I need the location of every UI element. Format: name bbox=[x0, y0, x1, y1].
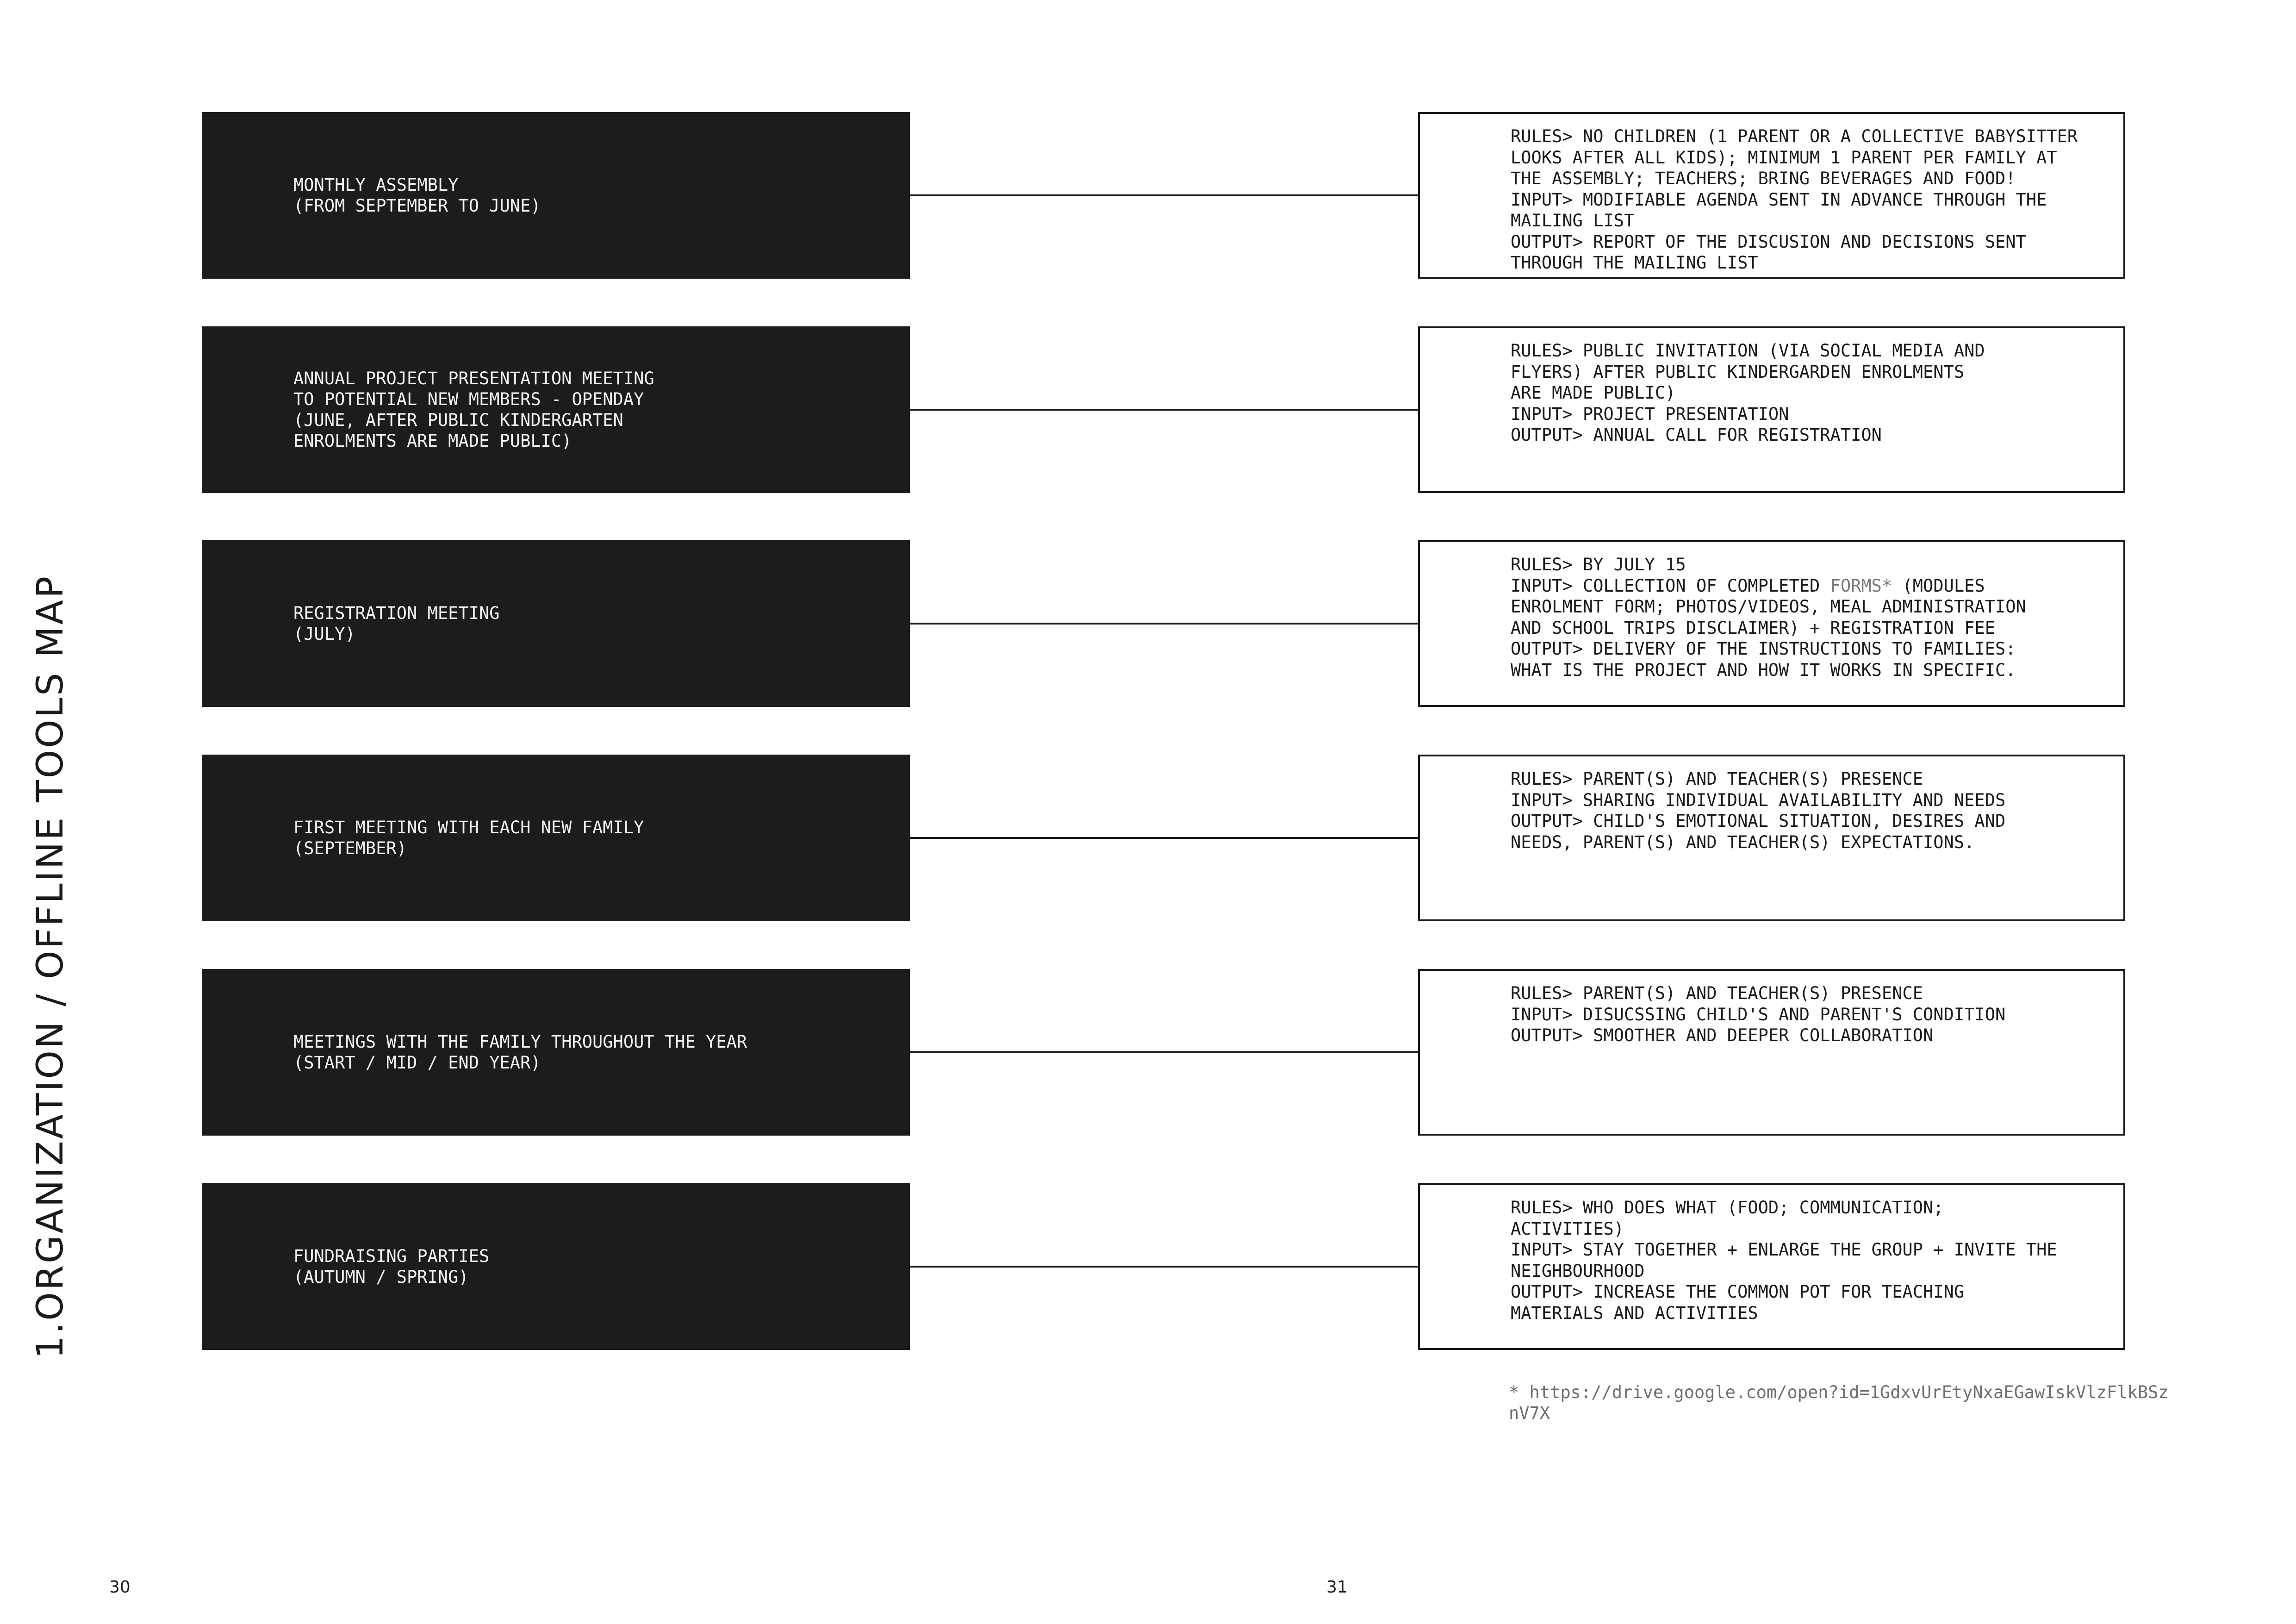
section-title: 1.ORGANIZATION / OFFLINE TOOLS MAP bbox=[30, 574, 71, 1359]
map-row-first-meeting bbox=[0, 755, 2296, 921]
details-text-part: RULES> BY JULY 15 INPUT> COLLECTION OF COMPLETED bbox=[1511, 555, 1820, 596]
page-number-left: 30 bbox=[109, 1578, 131, 1597]
details-box bbox=[1418, 755, 2125, 921]
details-box bbox=[1418, 326, 2125, 493]
details-text-part: (MODULES ENROLMENT FORM; PHOTOS/VIDEOS, MEAL ADMINISTRATION AND SCHOOL TRIPS DISCLAIMER) + REGISTRATION FEE OUTPUT> DELIVERY OF THE INSTRUCTIONS TO FAMILIES: WHAT IS THE PROJECT AND HOW IT WORKS IN SPECIFIC. bbox=[1511, 575, 2026, 680]
event-box bbox=[202, 112, 910, 279]
details-box bbox=[1418, 540, 2125, 707]
event-box bbox=[202, 755, 910, 921]
connector-line bbox=[910, 194, 1418, 196]
event-box bbox=[202, 540, 910, 707]
connector-line bbox=[910, 1051, 1418, 1053]
details-box bbox=[1418, 112, 2125, 279]
event-label: ANNUAL PROJECT PRESENTATION MEETING TO POTENTIAL NEW MEMBERS - OPENDAY (JUNE, AFTER PUBLIC KINDERGARTEN ENROLMENTS ARE MADE PUBLIC) bbox=[293, 369, 654, 451]
details-text: RULES> PUBLIC INVITATION (VIA SOCIAL MEDIA AND FLYERS) AFTER PUBLIC KINDERGARDEN ENROLMENTS ARE MADE PUBLIC) INPUT> PROJECT PRESENTATION OUTPUT> ANNUAL CALL FOR REGISTRATION bbox=[1511, 341, 1985, 445]
connector-line bbox=[910, 623, 1418, 625]
page-number-right: 31 bbox=[1326, 1578, 1348, 1597]
details-text: RULES> NO CHILDREN (1 PARENT OR A COLLECTIVE BABYSITTER LOOKS AFTER ALL KIDS); MINIMUM 1 PARENT PER FAMILY AT THE ASSEMBLY; TEACHERS; BRING BEVERAGES AND FOOD! INPUT> MODIFIABLE AGENDA SENT IN ADVANCE THROUGH THE MAILING LIST OUTPUT> REPORT OF THE DISCUSION AND DECISIONS SENT THROUGH THE MAILING LIST bbox=[1511, 126, 2078, 273]
forms-footnote-link[interactable]: FORMS* bbox=[1830, 575, 1892, 596]
map-row-fundraising bbox=[0, 1183, 2296, 1350]
connector-line bbox=[910, 1266, 1418, 1268]
details-text: RULES> WHO DOES WHAT (FOOD; COMMUNICATION; ACTIVITIES) INPUT> STAY TOGETHER + ENLARGE THE GROUP + INVITE THE NEIGHBOURHOOD OUTPUT> INCREASE THE COMMON POT FOR TEACHING MATERIALS AND ACTIVITIES bbox=[1511, 1198, 2057, 1323]
event-label: FUNDRAISING PARTIES (AUTUMN / SPRING) bbox=[293, 1246, 490, 1287]
details-text: RULES> PARENT(S) AND TEACHER(S) PRESENCE INPUT> DISUCSSING CHILD'S AND PARENT'S CONDITION OUTPUT> SMOOTHER AND DEEPER COLLABORATION bbox=[1511, 983, 2006, 1045]
event-box bbox=[202, 1183, 910, 1350]
event-label: FIRST MEETING WITH EACH NEW FAMILY (SEPTEMBER) bbox=[293, 818, 644, 858]
map-row-openday bbox=[0, 326, 2296, 493]
map-row-family-meetings bbox=[0, 969, 2296, 1136]
connector-line bbox=[910, 837, 1418, 839]
map-row-monthly-assembly bbox=[0, 112, 2296, 279]
footnote-url[interactable]: * https://drive.google.com/open?id=1GdxvUrEtyNxaEGawIskVlzFlkBSz nV7X bbox=[1509, 1382, 2169, 1423]
details-box bbox=[1418, 969, 2125, 1136]
event-box bbox=[202, 326, 910, 493]
event-label: REGISTRATION MEETING (JULY) bbox=[293, 603, 500, 644]
map-row-registration-meeting bbox=[0, 540, 2296, 707]
event-label: MONTHLY ASSEMBLY (FROM SEPTEMBER TO JUNE) bbox=[293, 175, 541, 216]
details-text: RULES> PARENT(S) AND TEACHER(S) PRESENCE INPUT> SHARING INDIVIDUAL AVAILABILITY AND NEEDS OUTPUT> CHILD'S EMOTIONAL SITUATION, DESIRES AND NEEDS, PARENT(S) AND TEACHER(S) EXPECTATIONS. bbox=[1511, 769, 2006, 852]
event-box bbox=[202, 969, 910, 1136]
details-box bbox=[1418, 1183, 2125, 1350]
connector-line bbox=[910, 409, 1418, 411]
event-label: MEETINGS WITH THE FAMILY THROUGHOUT THE YEAR (START / MID / END YEAR) bbox=[293, 1032, 747, 1073]
details-text bbox=[1511, 554, 2026, 681]
